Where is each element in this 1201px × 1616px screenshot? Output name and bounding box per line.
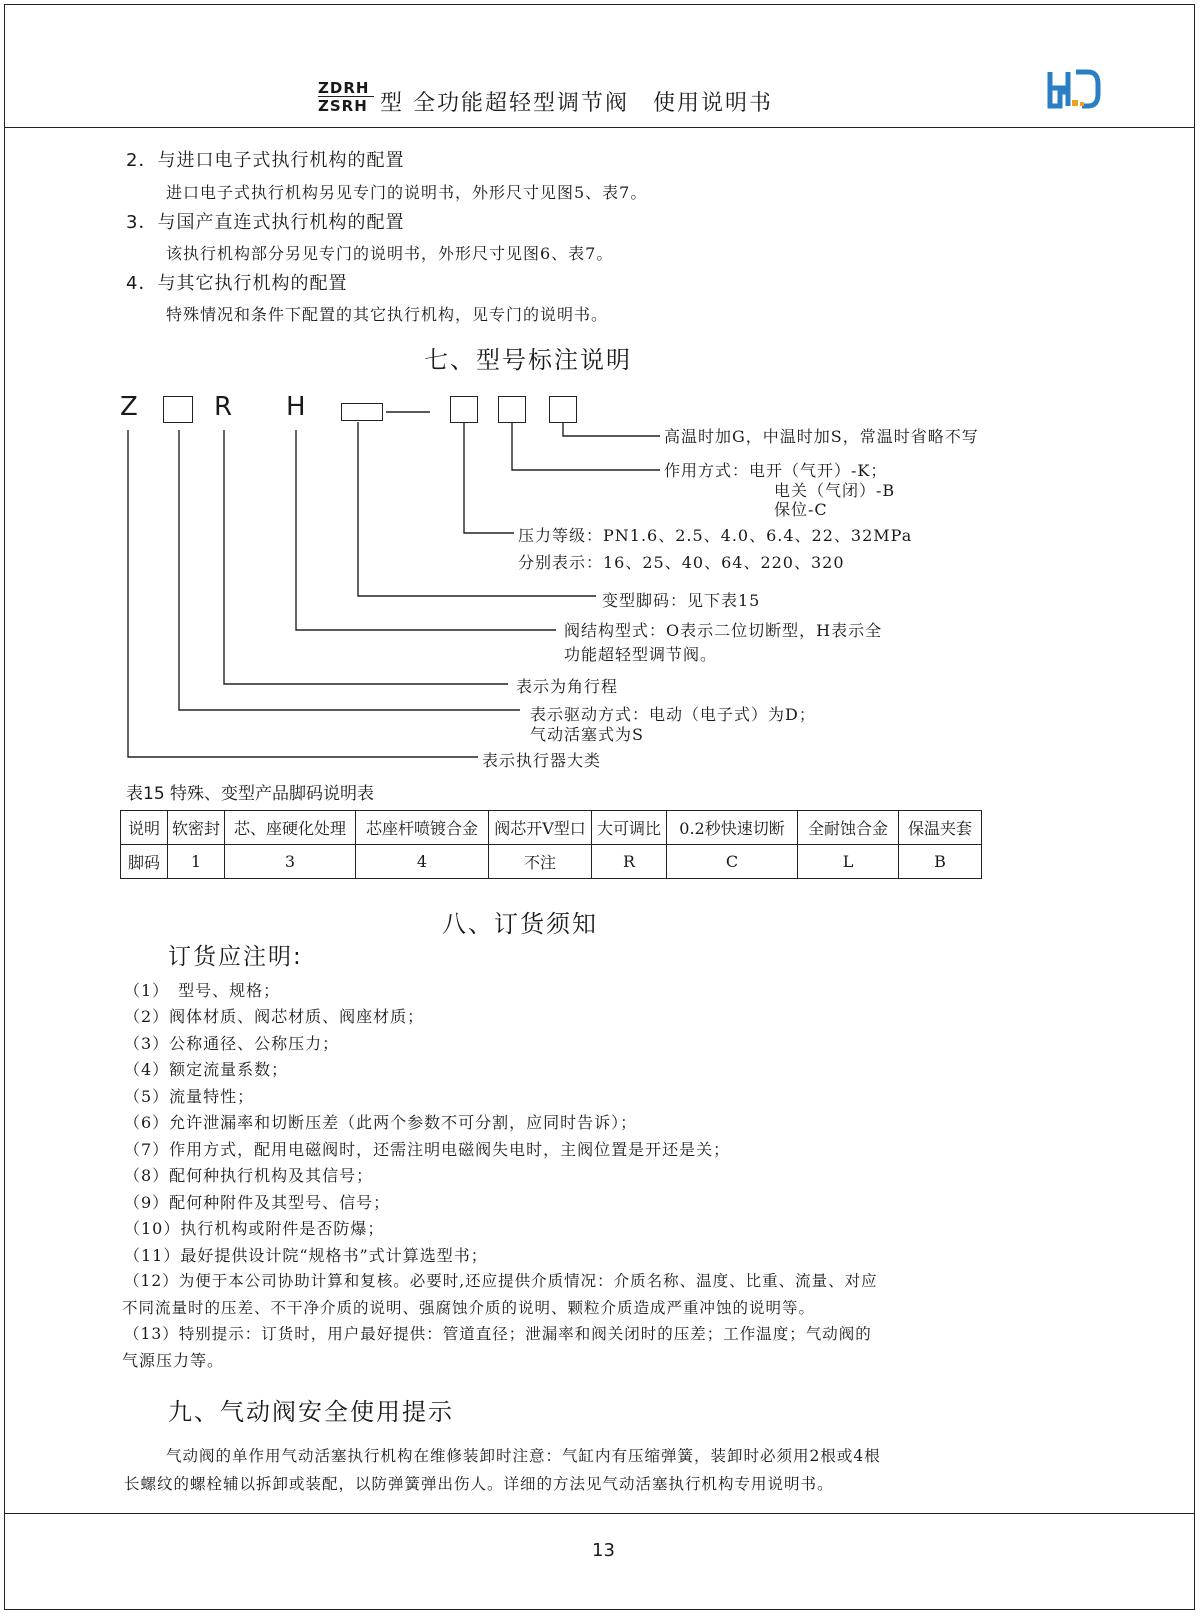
table-cell: 4 [356, 845, 489, 879]
list-item: （8）配何种执行机构及其信号； [124, 1166, 374, 1185]
config-item-2-heading: 2．与进口电子式执行机构的配置 [126, 150, 405, 171]
table-cell: 3 [225, 845, 356, 879]
model-code-bottom: ZSRH [318, 97, 368, 115]
label-pressure-2: 分别表示：16、25、40、64、220、320 [518, 553, 845, 572]
table-cell: 软密封 [168, 811, 225, 845]
table-cell: 说明 [121, 811, 168, 845]
config-item-3-body: 该执行机构部分另见专门的说明书，外形尺寸见图6、表7。 [166, 244, 614, 263]
table-cell: B [899, 845, 982, 879]
config-item-3-heading: 3．与国产直连式执行机构的配置 [126, 212, 405, 233]
list-item: （7）作用方式，配用电磁阀时，还需注明电磁阀失电时，主阀位置是开还是关； [124, 1140, 731, 1159]
list-item: （4）额定流量系数； [124, 1060, 289, 1079]
footer-rule [4, 1513, 1195, 1514]
section-9-title: 九、气动阀安全使用提示 [168, 1398, 454, 1426]
config-item-2-body: 进口电子式执行机构另见专门的说明书，外形尺寸见图5、表7。 [166, 183, 648, 202]
section-8-subtitle: 订货应注明: [168, 944, 303, 970]
table-row [121, 811, 982, 845]
code-box-variant [341, 403, 383, 421]
code-box-action [498, 396, 526, 423]
label-action-1: 作用方式：电开（气开）-K； [664, 461, 888, 480]
section-8-title: 八、订货须知 [442, 910, 598, 938]
table-row [121, 845, 982, 879]
code-box-drive [163, 396, 193, 423]
table-cell: 脚码 [121, 845, 168, 879]
code-letter-h: H [286, 392, 306, 422]
list-item: （10）执行机构或附件是否防爆； [124, 1219, 385, 1238]
label-variant: 变型脚码：见下表15 [602, 591, 761, 610]
list-item-continued: 不同流量时的压差、不干净介质的说明、强腐蚀介质的说明、颗粒介质造成严重冲蚀的说明等。 [122, 1299, 816, 1317]
list-item: （11）最好提供设计院“规格书”式计算选型书； [124, 1246, 488, 1265]
code-box-temperature [549, 396, 577, 423]
table-cell: L [798, 845, 899, 879]
list-item: （3）公称通径、公称压力； [124, 1034, 340, 1053]
label-pressure-1: 压力等级：PN1.6、2.5、4.0、6.4、22、32MPa [518, 526, 913, 545]
table-cell: 0.2秒快速切断 [667, 811, 798, 845]
code-box-pressure [450, 396, 478, 423]
table-cell: 芯、座硬化处理 [225, 811, 356, 845]
document-title: 型 全功能超轻型调节阀 使用说明书 [380, 91, 773, 116]
table-15-caption: 表15 特殊、变型产品脚码说明表 [126, 784, 375, 804]
table-cell: 芯座杆喷镀合金 [356, 811, 489, 845]
page-number: 13 [592, 1540, 615, 1561]
table-cell: 全耐蚀合金 [798, 811, 899, 845]
list-item: （9）配何种附件及其型号、信号； [124, 1193, 391, 1212]
model-code-top: ZDRH [318, 79, 370, 97]
config-item-4-heading: 4．与其它执行机构的配置 [126, 273, 348, 294]
code-letter-z: Z [120, 392, 138, 422]
label-category: 表示执行器大类 [482, 751, 602, 770]
label-structure-2: 功能超轻型调节阀。 [564, 645, 718, 664]
label-structure-1: 阀结构型式：O表示二位切断型，H表示全 [564, 621, 883, 640]
list-item-continued: 气源压力等。 [122, 1351, 225, 1370]
label-action-2: 电关（气闭）-B [774, 481, 896, 500]
section-9-paragraph-line-1: 气动阀的单作用气动活塞执行机构在维修装卸时注意：气缸内有压缩弹簧，装卸时必须用2根或4根 [166, 1447, 881, 1465]
list-item: （13）特别提示：订货时，用户最好提供：管道直径；泄漏率和阀关闭时的压差；工作温度；气动阀的 [124, 1325, 872, 1343]
section-9-paragraph-line-2: 长螺纹的螺栓辅以拆卸或装配，以防弹簧弹出伤人。详细的方法见气动活塞执行机构专用说明书。 [124, 1475, 834, 1493]
table-cell: R [592, 845, 667, 879]
list-item: （5）流量特性； [124, 1087, 255, 1106]
table-cell: 大可调比 [592, 811, 667, 845]
table-cell: 1 [168, 845, 225, 879]
list-item: （6）允许泄漏率和切断压差（此两个参数不可分割，应同时告诉）； [124, 1113, 638, 1132]
table-cell: 阀芯开V型口 [489, 811, 592, 845]
label-angle: 表示为角行程 [516, 677, 619, 696]
table-15 [120, 810, 982, 879]
list-item: （12）为便于本公司协助计算和复核。必要时,还应提供介质情况：介质名称、温度、比重、流量、对应 [124, 1272, 878, 1290]
table-cell: 保温夹套 [899, 811, 982, 845]
table-cell: 不注 [489, 845, 592, 879]
label-drive-2: 气动活塞式为S [530, 725, 644, 744]
list-item: （1） 型号、规格； [124, 981, 281, 1000]
table-cell: C [667, 845, 798, 879]
label-temperature: 高温时加G，中温时加S，常温时省略不写 [664, 427, 979, 446]
label-drive-1: 表示驱动方式：电动（电子式）为D； [530, 705, 816, 724]
code-letter-r: R [214, 392, 233, 422]
section-7-title: 七、型号标注说明 [424, 346, 632, 374]
label-action-3: 保位-C [774, 500, 828, 519]
config-item-4-body: 特殊情况和条件下配置的其它执行机构，见专门的说明书。 [166, 305, 609, 324]
list-item: （2）阀体材质、阀芯材质、阀座材质； [124, 1007, 425, 1026]
